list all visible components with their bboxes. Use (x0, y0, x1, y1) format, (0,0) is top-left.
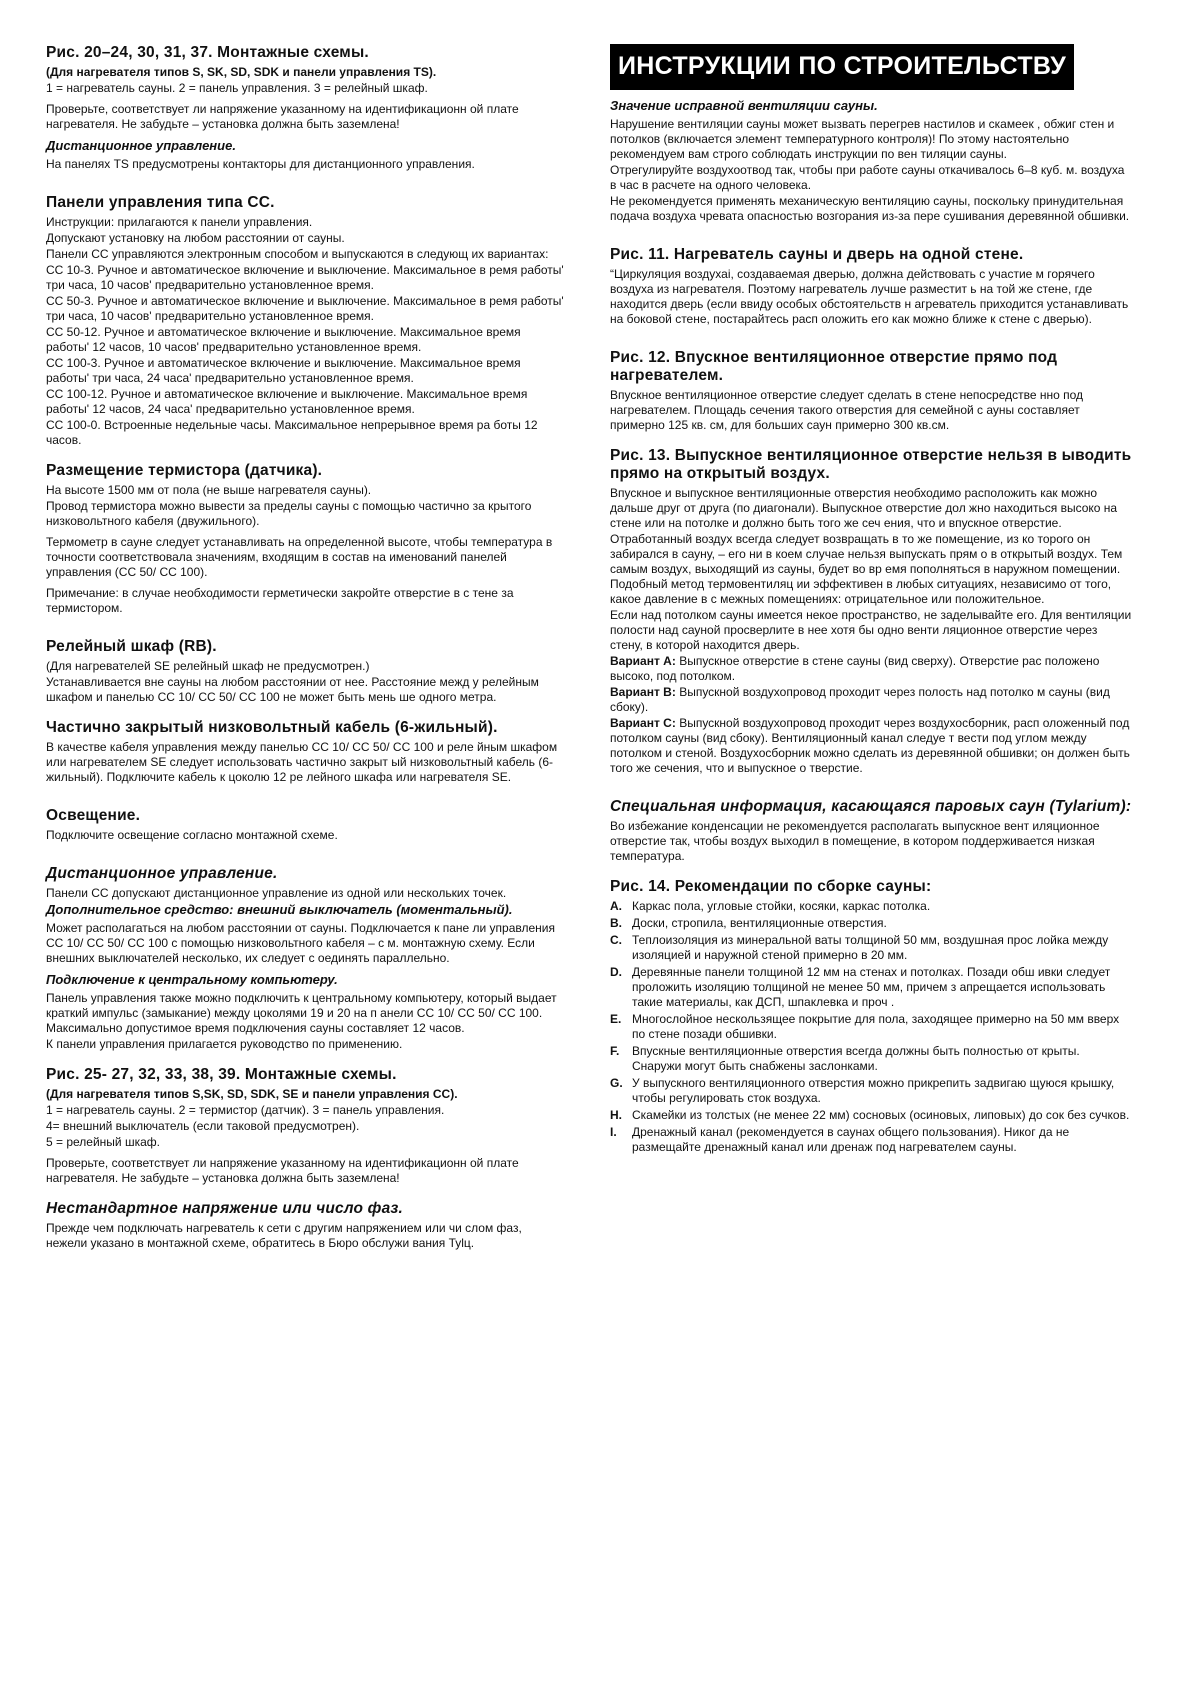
paragraph: Нарушение вентиляции сауны может вызвать перегрев настилов и скамеек , обжиг стен и потолков (включается элемент температурного контроля)! По этому настоятельно рекомендуем вам строго соблюдать инструкции по вен тиляции сауны. (610, 117, 1115, 161)
section-fig-14 (610, 878, 1132, 1155)
paragraph: В качестве кабеля управления между панелью CC 10/ CC 50/ CC 100 и реле йным шкафом или нагревателем SE следует использовать частично закрыт ый низковольтный кабель (6-жильный). Подключите кабель к цоколю 12 ре лейного шкафа или нагревателя SE. (46, 740, 558, 784)
item-text: Дренажный канал (рекомендуется в саунах общего пользования). Никог да не размещайте дренажный канал или дренаж под нагревателем сауны. (632, 1125, 1070, 1154)
cc-variant: CC 50-12. Ручное и автоматическое включение и выключение. Максимальное время работы' 12 часов, 10 часов' предварительно установленное время. (46, 325, 521, 354)
paragraph: Панель управления также можно подключить к центральному компьютеру, который выдает краткий импульс (замыкание) между цоколями 19 и 20 на п анели CC 10/ CC 50/ CC 100. Максимально допустимое время подключения сауны составляет 12 часов. (46, 991, 557, 1035)
variant-label: Вариант C: (610, 716, 676, 730)
legend-text: 1 = нагреватель сауны. 2 = панель управления. 3 = релейный шкаф. (46, 81, 428, 95)
paragraph: Панели CC допускают дистанционное управление из одной или нескольких точек. (46, 886, 507, 900)
cc-variant: CC 100-12. Ручное и автоматическое включение и выключение. Максимальное время работы' 12 часов, 24 часа' предварительно установленное время. (46, 387, 528, 416)
paragraph: Подключите освещение согласно монтажной схеме. (46, 828, 338, 842)
cc-variant: CC 50-3. Ручное и автоматическое включение и выключение. Максимальное в ремя работы' три часа, 10 часов' предварительно установленное время. (46, 294, 564, 323)
section-cable (46, 719, 566, 785)
paragraph: Прежде чем подключать нагреватель к сети с другим напряжением или чи слом фаз, нежели указано в монтажной схеме, обратитесь в Бюро обслужи вания Tylц. (46, 1221, 522, 1250)
list-item (610, 1125, 1132, 1155)
section-title: Рис. 11. Нагреватель сауны и дверь на одной стене. (610, 246, 1024, 263)
section-thermistor (46, 462, 566, 616)
legend-text: 4= внешний выключатель (если таковой предусмотрен). (46, 1119, 360, 1133)
item-key: I. (610, 1125, 617, 1139)
paragraph: Впускное и выпускное вентиляционные отверстия необходимо расположить как можно дальше друг от друга (по диагонали). Выпускное отверстие дол жно находиться высоко на стене или на потолке и должно быть того же сеч ения, что и впускное отверстие. (610, 486, 1118, 530)
paragraph: Устанавливается вне сауны на любом расстоянии от нее. Расстояние межд у релейным шкафом и панелью CC 10/ CC 50/ CC 100 не может быть мень ше одного метра. (46, 675, 539, 704)
variant-text: Выпускной воздухопровод проходит через воздухосборник, расп оложенный под потолком сауны (вид сбоку). Вентиляционный канал следуе т вести под углом между потолком и стеной. Воздухосборник можно сделать из деревянной обшивки; он должен быть того же сечения, что и выпускное о тверстие. (610, 716, 1130, 775)
item-text: Деревянные панели толщиной 12 мм на стенах и потолках. Позади обш ивки следует проложить изоляцию толщиной не менее 50 мм, причем з апрещается использовать такие материалы, как ДСП, шпаклевка и проч . (632, 965, 1111, 1009)
item-text: Каркас пола, угловые стойки, косяки, каркас потолка. (632, 899, 931, 913)
paragraph: На высоте 1500 мм от пола (не выше нагревателя сауны). (46, 483, 372, 497)
section-title: Релейный шкаф (RB). (46, 638, 217, 655)
left-column (46, 44, 566, 1265)
subheading: Подключение к центральному компьютеру. (46, 972, 338, 987)
paragraph: Отрегулируйте воздухоотвод так, чтобы при работе сауны откачивалось 6–8 куб. м. воздуха в час в расчете на одного человека. (610, 163, 1125, 192)
paragraph: Допускают установку на любом расстоянии от сауны. (46, 231, 345, 245)
section-ventilation-importance (610, 98, 1132, 224)
list-item (610, 933, 1132, 963)
variant-label: Вариант B: (610, 685, 676, 699)
section-lighting (46, 807, 566, 843)
list-item (610, 916, 1132, 931)
item-key: B. (610, 916, 622, 930)
voltage-check-text: Проверьте, соответствует ли напряжение указанному на идентификационн ой плате нагревателя. Не забудьте – установка должна быть заземлена! (46, 102, 519, 131)
item-text: Теплоизоляция из минеральной ваты толщиной 50 мм, воздушная прос лойка между изоляцией и наружной стеной примерно в 20 мм. (632, 933, 1109, 962)
list-item (610, 1076, 1132, 1106)
variant-c (610, 716, 1132, 776)
section-title: Нестандартное напряжение или число фаз. (46, 1200, 404, 1217)
legend-text: 1 = нагреватель сауны. 2 = термистор (датчик). 3 = панель управления. (46, 1103, 445, 1117)
item-key: G. (610, 1076, 623, 1090)
section-title: Рис. 20–24, 30, 31, 37. Монтажные схемы. (46, 44, 369, 61)
paragraph: “Циркуляция воздухаі, создаваемая дверью, должна действовать с участие м горячего воздуха из нагревателя. Поэтому нагреватель лучше разместит ь на той же стене, где находится дверь (если ввиду особых обстоятельств н агреватель приходится устанавливать на боковой стене, постарайтесь расп оложить его как можно ближе к стене с дверью). (610, 267, 1129, 326)
section-subtitle: (Для нагревателя типов S, SK, SD, SDK и панели управления TS). (46, 65, 437, 79)
variant-label: Вариант A: (610, 654, 676, 668)
paragraph: (Для нагревателей SE релейный шкаф не предусмотрен.) (46, 659, 370, 673)
paragraph: Примечание: в случае необходимости герметически закройте отверстие в с тене за термистором. (46, 586, 514, 615)
item-text: Скамейки из толстых (не менее 22 мм) сосновых (осиновых, липовых) до сок без сучков. (632, 1108, 1130, 1122)
variant-text: Выпускной воздухопровод проходит через полость над потолко м сауны (вид сбоку). (610, 685, 1110, 714)
section-relay-box (46, 638, 566, 705)
variant-text: Выпускное отверстие в стене сауны (вид сверху). Отверстие рас положено высоко, под потолком. (610, 654, 1100, 683)
variant-a (610, 654, 1132, 684)
section-title: Освещение. (46, 807, 141, 824)
subheading-remote: Дистанционное управление. (46, 138, 236, 153)
section-subtitle: (Для нагревателя типов S,SK, SD, SDK, SE и панели управления CC). (46, 1087, 458, 1101)
variant-b (610, 685, 1132, 715)
assembly-list (610, 899, 1132, 1155)
voltage-check-text: Проверьте, соответствует ли напряжение указанному на идентификационн ой плате нагревателя. Не забудьте – установка должна быть заземлена! (46, 1156, 519, 1185)
list-item (610, 1108, 1132, 1123)
section-title: Рис. 13. Выпускное вентиляционное отверстие нельзя в ыводить прямо на открытый воздух. (610, 447, 1132, 482)
item-text: Доски, стропила, вентиляционные отверстия. (632, 916, 887, 930)
cc-variant: CC 10-3. Ручное и автоматическое включение и выключение. Максимальное в ремя работы' три часа, 10 часов' предварительно установленное время. (46, 263, 564, 292)
section-title: Рис. 25- 27, 32, 33, 38, 39. Монтажные схемы. (46, 1066, 397, 1083)
section-title: Рис. 14. Рекомендации по сборке сауны: (610, 878, 932, 895)
section-title: Рис. 12. Впускное вентиляционное отверстие прямо под нагревателем. (610, 349, 1058, 384)
section-title: Значение исправной вентиляции сауны. (610, 98, 878, 113)
paragraph: Может располагаться на любом расстоянии от сауны. Подключается к пане ли управления CC 10/ CC 50/ CC 100 с помощью низковольтного кабеля – с м. монтажную схему. Если внешних выключателей несколько, их следует с оединять параллельно. (46, 921, 555, 965)
section-nonstandard-voltage (46, 1200, 566, 1251)
item-key: C. (610, 933, 622, 947)
legend-text: 5 = релейный шкаф. (46, 1135, 160, 1149)
paragraph: К панели управления прилагается руководство по применению. (46, 1037, 403, 1051)
section-steam-saunas (610, 798, 1132, 864)
paragraph: Провод термистора можно вывести за пределы сауны с помощью частично за крытого низковольтного кабеля (двужильного). (46, 499, 532, 528)
item-text: У выпускного вентиляционного отверстия можно прикрепить задвигаю щуюся крышку, чтобы регулировать сток воздуха. (632, 1076, 1115, 1105)
item-key: A. (610, 899, 622, 913)
section-wiring-cc (46, 1066, 566, 1186)
item-key: F. (610, 1044, 620, 1058)
list-item (610, 1012, 1132, 1042)
item-key: E. (610, 1012, 622, 1026)
section-fig-11 (610, 246, 1132, 327)
section-cc-panels (46, 194, 566, 448)
item-text: Впускные вентиляционные отверстия всегда должны быть полностью от крыты. Снаружи могут быть снабжены заслонками. (632, 1044, 1080, 1073)
section-title: Дистанционное управление. (46, 865, 278, 882)
paragraph: На панелях TS предусмотрены контакторы для дистанционного управления. (46, 157, 475, 171)
cc-variant: CC 100-0. Встроенные недельные часы. Максимальное непрерывное время ра боты 12 часов. (46, 418, 538, 447)
list-item (610, 899, 1132, 914)
paragraph: Инструкции: прилагаются к панели управления. (46, 215, 313, 229)
subheading: Дополнительное средство: внешний выключатель (моментальный). (46, 902, 513, 917)
item-key: H. (610, 1108, 622, 1122)
section-fig-13 (610, 447, 1132, 776)
section-wiring-ts (46, 44, 566, 172)
list-item (610, 1044, 1132, 1074)
paragraph: Впускное вентиляционное отверстие следует сделать в стене непосредстве нно под нагревателем. Площадь сечения такого отверстия для семейной с ауны составляет примерно 125 кв. см, для больших саун примерно 300 кв.см. (610, 388, 1084, 432)
cc-variant: CC 100-3. Ручное и автоматическое включение и выключение. Максимальное время работы' три часа, 24 часа' предварительно установленное время. (46, 356, 521, 385)
section-title: Частично закрытый низковольтный кабель (6-жильный). (46, 719, 498, 736)
paragraph: Если над потолком сауны имеется некое пространство, не заделывайте его. Для вентиляции полости над сауной просверлите в нее хотя бы одно венти ляционное отверстие через стену, в которой находится дверь. (610, 608, 1132, 652)
paragraph: Отработанный воздух всегда следует возвращать в то же помещение, из ко торого он забирался в сауну, – его ни в коем случае нельзя выпускать прям о в открытый воздух. Тем самым воздух, выходящий из сауны, будет во вр емя пополняться в наружном помещении. Подобный метод термовентиляц ии эффективен в любых ситуациях, независимо от того, какое давление в с межных помещениях: отрицательное или положительное. (610, 532, 1123, 606)
paragraph: Термометр в сауне следует устанавливать на определенной высоте, чтобы температура в точности соответствовала значениям, входящим в состав на именований панелей управления (CC 50/ CC 100). (46, 535, 553, 579)
item-text: Многослойное нескользящее покрытие для пола, заходящее примерно на 50 мм вверх по стене позади обшивки. (632, 1012, 1120, 1041)
section-fig-12 (610, 349, 1132, 433)
page-banner: ИНСТРУКЦИИ ПО СТРОИТЕЛЬСТВУ (610, 44, 1074, 90)
list-item (610, 965, 1132, 1010)
section-title: Размещение термистора (датчика). (46, 462, 323, 479)
paragraph: Панели CC управляются электронным способом и выпускаются в следующ их вариантах: (46, 247, 549, 261)
section-title: Специальная информация, касающаяся паровых саун (Tylarium): (610, 798, 1132, 815)
paragraph: Не рекомендуется применять механическую вентиляцию сауны, поскольку принудительная подача воздуха чревата опасностью возгорания из-за пере сушивания деревянной обшивки. (610, 194, 1130, 223)
section-title: Панели управления типа CC. (46, 194, 275, 211)
item-key: D. (610, 965, 622, 979)
paragraph: Во избежание конденсации не рекомендуется располагать выпускное вент иляционное отверстие так, чтобы воздух выходил в помещение, в котором поддерживается низкая температура. (610, 819, 1100, 863)
section-remote-control (46, 865, 566, 1052)
right-column (610, 44, 1132, 1169)
